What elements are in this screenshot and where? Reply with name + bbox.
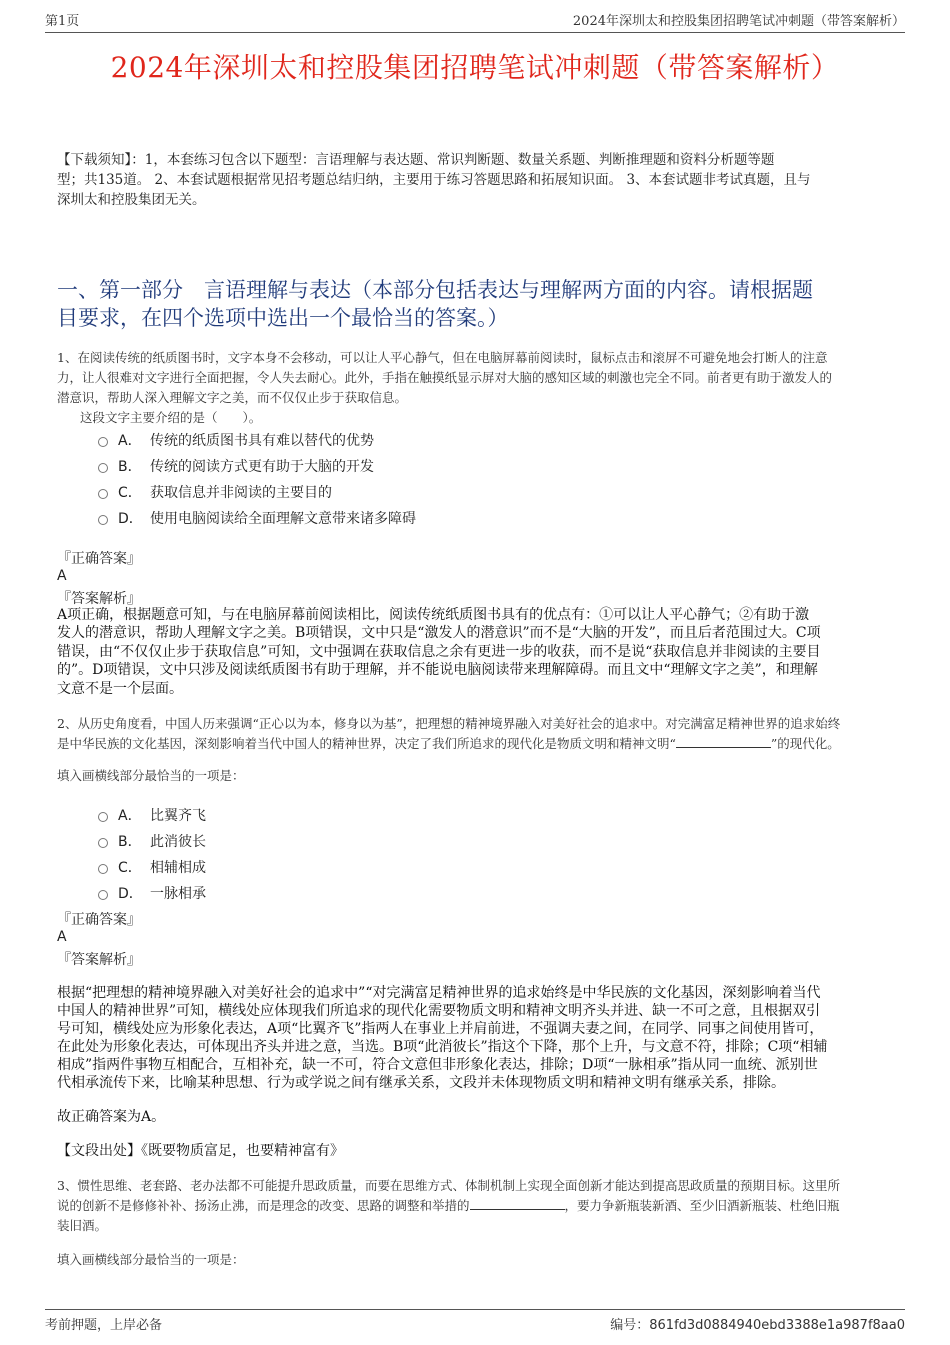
section-heading-line-2: 目要求，在四个选项中选出一个最恰当的答案。）: [57, 306, 509, 330]
option-text: 传统的纸质图书具有难以替代的优势: [150, 433, 374, 449]
q1-option-a[interactable]: [98, 430, 374, 450]
option-letter: A．: [118, 808, 142, 824]
header-rule: [45, 32, 905, 33]
q2-analysis-label: 『答案解析』: [57, 952, 141, 968]
q2-analysis-line-3: 号可知，横线处应为形象化表达，A项“比翼齐飞”指两人在事业上并肩前进，不强调夫妻之间，在同学、同事之间使用皆可，: [57, 1021, 824, 1037]
option-letter: A．: [118, 433, 142, 449]
radio-icon[interactable]: [98, 812, 108, 822]
running-title: 2024年深圳太和控股集团招聘笔试冲刺题（带答案解析）: [572, 14, 905, 29]
section-heading-line-1: 一、第一部分 言语理解与表达（本部分包括表达与理解两方面的内容。请根据题: [57, 278, 813, 302]
option-text: 使用电脑阅读给全面理解文意带来诸多障碍: [150, 511, 416, 527]
option-text: 比翼齐飞: [150, 808, 206, 824]
fill-blank: [676, 735, 771, 748]
fill-blank: [470, 1197, 565, 1210]
q1-analysis-label: 『答案解析』: [57, 591, 141, 607]
option-text: 此消彼长: [150, 834, 206, 850]
radio-icon[interactable]: [98, 437, 108, 447]
q1-answer: A: [57, 568, 67, 584]
q1-option-c[interactable]: [98, 482, 332, 502]
option-letter: D．: [118, 511, 143, 527]
q1-answer-label: 『正确答案』: [57, 551, 141, 567]
q2-option-a[interactable]: [98, 805, 206, 825]
q1-prompt: 这段文字主要介绍的是（ ）。: [80, 410, 262, 425]
radio-icon[interactable]: [98, 463, 108, 473]
q1-option-b[interactable]: [98, 456, 374, 476]
footer-code-value: 861fd3d0884940ebd3388e1a987f8aa0: [649, 1318, 905, 1333]
q1-analysis-line-3: 错误，由“不仅仅止步于获取信息”可知，文中强调在获取信息之余有更进一步的收获，而不是说“获取信息并非阅读的主要目: [57, 644, 821, 660]
radio-icon[interactable]: [98, 489, 108, 499]
q2-analysis-line-2: 中国人的精神世界”可知，横线处应体现我们所追求的现代化需要物质文明和精神文明齐头并进、缺一不可之意，且根据双引: [57, 1003, 821, 1019]
notice-line-2: 型；共135道。 2、本套试题根据常见招考题总结归纳，主要用于练习答题思路和拓展知识面。 3、本套试题非考试真题，且与: [57, 172, 811, 188]
option-letter: C．: [118, 485, 142, 501]
q1-analysis-line-2: 发人的潜意识，帮助人理解文字之美。B项错误，文中只是“激发人的潜意识”而不是“大脑的开发”，而且后者范围过大。C项: [57, 625, 821, 641]
option-letter: B．: [118, 459, 142, 475]
radio-icon[interactable]: [98, 890, 108, 900]
document-title: 2024年深圳太和控股集团招聘笔试冲刺题（带答案解析）: [110, 51, 840, 84]
option-text: 传统的阅读方式更有助于大脑的开发: [150, 459, 374, 475]
option-text: 一脉相承: [150, 886, 206, 902]
option-text: 获取信息并非阅读的主要目的: [150, 485, 332, 501]
notice-line-1: 【下载须知】：1，本套练习包含以下题型：言语理解与表达题、常识判断题、数量关系题、判断推理题和资料分析题等题: [57, 152, 775, 168]
radio-icon[interactable]: [98, 864, 108, 874]
radio-icon[interactable]: [98, 838, 108, 848]
q3-stem-text-end: ，要力争新瓶装新酒、至少旧酒新瓶装、杜绝旧瓶: [564, 1198, 840, 1213]
q3-stem-line-3: 装旧酒。: [57, 1218, 108, 1233]
footer-code: [610, 1314, 905, 1333]
q2-stem-text-end: ”的现代化。: [770, 736, 840, 751]
q1-stem-line-3: 潜意识，帮助人深入理解文字之美，而不仅仅止步于获取信息。: [57, 390, 408, 405]
option-letter: C．: [118, 860, 142, 876]
radio-icon[interactable]: [98, 515, 108, 525]
notice-line-3: 深圳太和控股集团无关。: [57, 192, 206, 208]
q1-stem-line-2: 力，让人很难对文字进行全面把握，令人失去耐心。此外，手指在触摸纸显示屏对大脑的感知区域的刺激也完全不同。前者更有助于激发人的: [57, 370, 833, 385]
q2-prompt: 填入画横线部分最恰当的一项是：: [57, 768, 245, 783]
q1-analysis-line-4: 的”。D项错误，文中只涉及阅读纸质图书有助于理解，并不能说电脑阅读带来理解障碍。而且文中“理解文字之美”，和理解: [57, 662, 818, 678]
q3-prompt: 填入画横线部分最恰当的一项是：: [57, 1252, 245, 1267]
option-letter: D．: [118, 886, 143, 902]
q2-analysis-line-4: 在此处为形象化表达，可体现出齐头并进之意，当选。B项“此消彼长”指这个下降，那个上升，与文意不符，排除；C项“相辅: [57, 1039, 828, 1055]
q3-stem-line-2: [57, 1196, 840, 1216]
q3-stem-line-1: 3、惯性思维、老套路、老办法都不可能提升思政质量，而要在思维方式、体制机制上实现全面创新才能达到提高思政质量的预期目标。这里所: [57, 1178, 840, 1193]
q2-stem-text: 是中华民族的文化基因，深刻影响着当代中国人的精神世界，决定了我们所追求的现代化是物质文明和精神文明“: [57, 736, 676, 751]
page-number: 第1页: [45, 14, 80, 29]
q1-stem-line-1: 1、在阅读传统的纸质图书时，文字本身不会移动，可以让人平心静气，但在电脑屏幕前阅读时，鼠标点击和滚屏不可避免地会打断人的注意: [57, 350, 828, 365]
footer-code-label: 编号：: [610, 1318, 650, 1333]
q2-stem-line-2: [57, 734, 840, 754]
q2-analysis-line-1: 根据“把理想的精神境界融入对美好社会的追求中”“对完满富足精神世界的追求始终是中华民族的文化基因，深刻影响着当代: [57, 985, 821, 1001]
q3-stem-text: 说的创新不是修修补补、扬汤止沸，而是理念的改变、思路的调整和举措的: [57, 1198, 470, 1213]
q2-analysis-line-5: 相成”指两件事物互相配合，互相补充，缺一不可，符合文意但非形象化表达，排除；D项“一脉相承”指从同一血统、派别世: [57, 1057, 818, 1073]
q2-analysis-line-6: 代相承流传下来，比喻某种思想、行为或学说之间有继承关系，文段并未体现物质文明和精神文明有继承关系，排除。: [57, 1075, 785, 1091]
q2-option-b[interactable]: [98, 831, 206, 851]
q2-option-c[interactable]: [98, 857, 206, 877]
q2-stem-line-1: 2、从历史角度看，中国人历来强调“正心以为本，修身以为基”，把理想的精神境界融入对美好社会的追求中。对完满富足精神世界的追求始终: [57, 716, 841, 731]
q1-analysis-line-5: 文意不是一个层面。: [57, 681, 183, 697]
q1-option-d[interactable]: [98, 508, 416, 528]
q2-source: 【文段出处】《既要物质富足，也要精神富有》: [57, 1143, 344, 1159]
option-letter: B．: [118, 834, 142, 850]
footer-rule: [45, 1309, 905, 1310]
option-text: 相辅相成: [150, 860, 206, 876]
q2-answer: A: [57, 929, 67, 945]
q1-analysis-line-1: A项正确，根据题意可知，与在电脑屏幕前阅读相比，阅读传统纸质图书具有的优点有：①可以让人平心静气；②有助于激: [57, 607, 810, 623]
q2-option-d[interactable]: [98, 883, 206, 903]
q2-conclusion: 故正确答案为A。: [57, 1109, 166, 1125]
footer-slogan: 考前押题，上岸必备: [45, 1318, 163, 1333]
q2-answer-label: 『正确答案』: [57, 912, 141, 928]
